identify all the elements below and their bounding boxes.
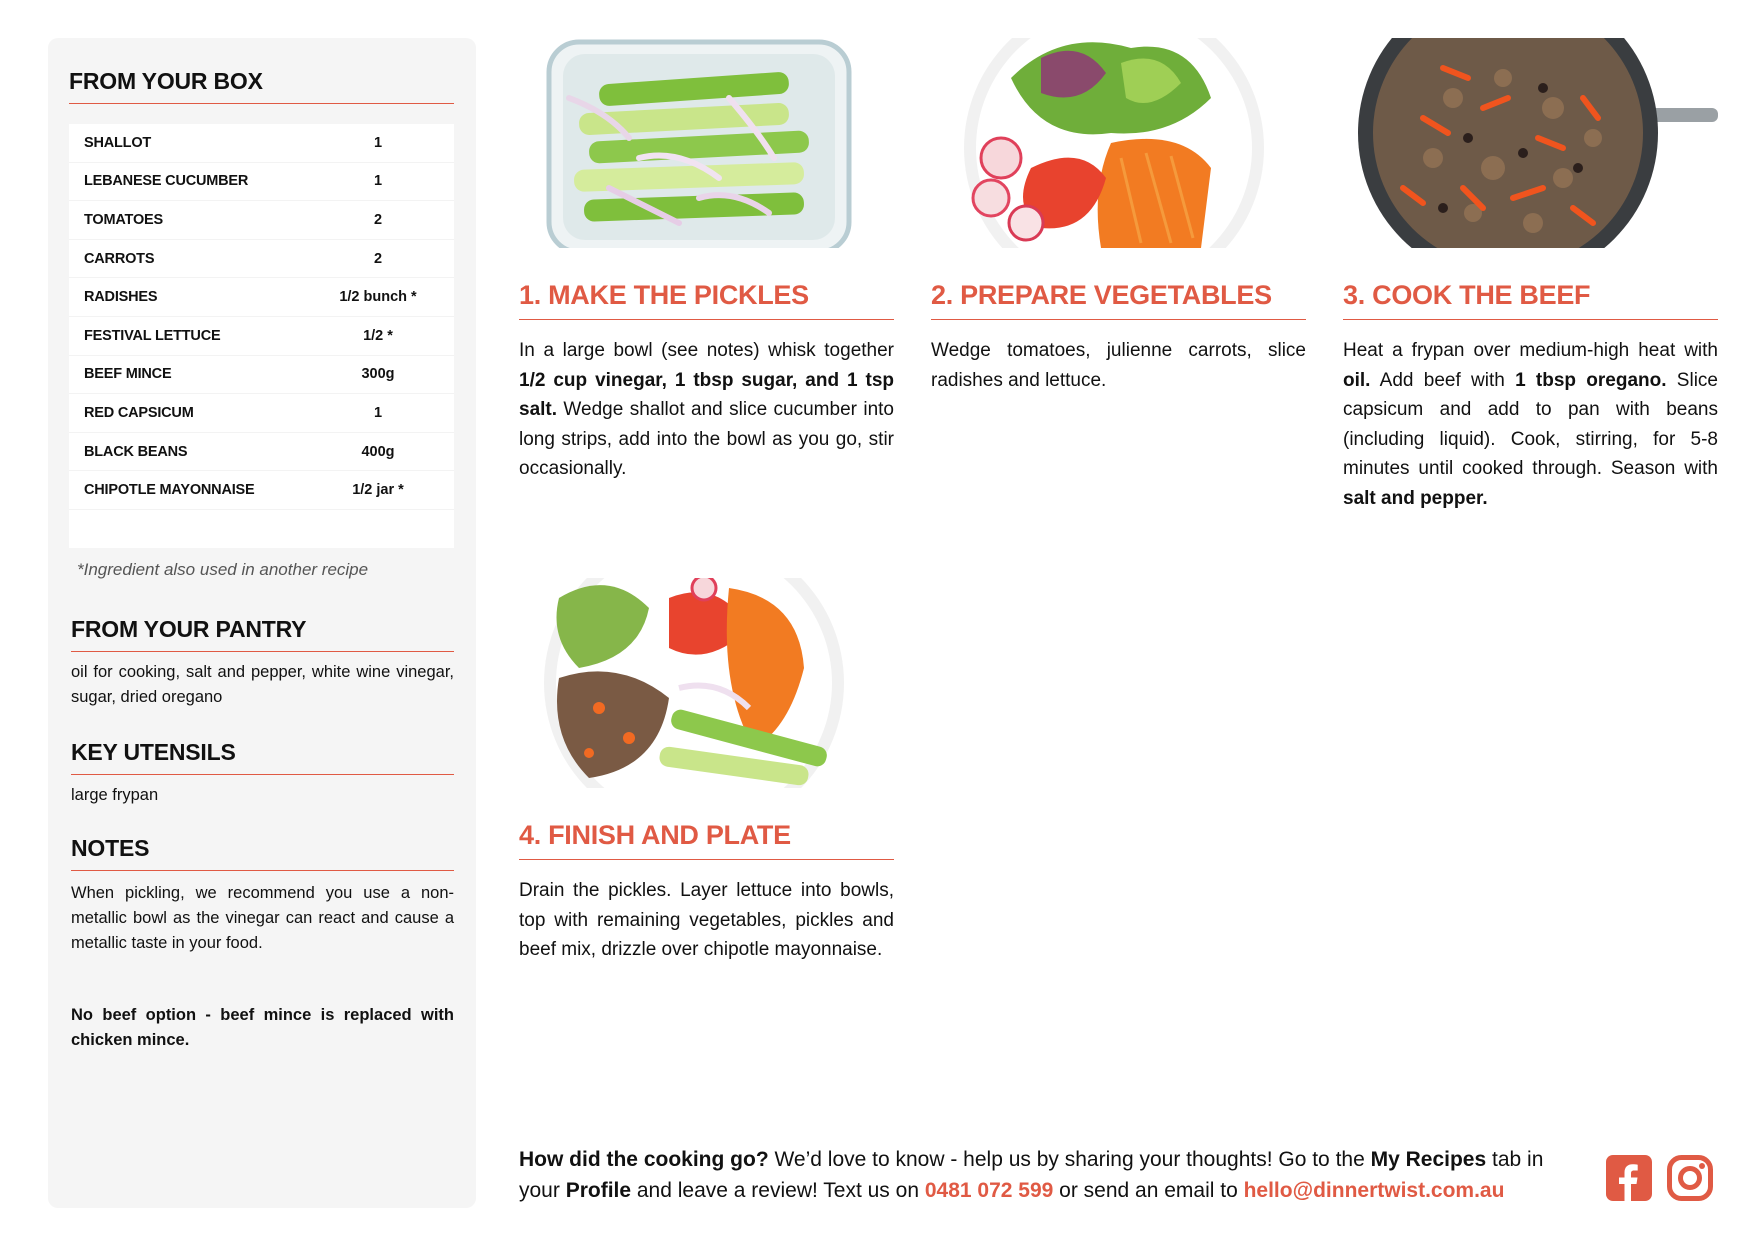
ingredient-row [69, 433, 454, 472]
ingredient-name: CHIPOTLE MAYONNAISE [84, 482, 255, 499]
ingredient-row [69, 124, 454, 163]
ingredient-name: RADISHES [84, 289, 158, 306]
ingredient-row [69, 240, 454, 279]
notes-text: When pickling, we recommend you use a non-metallic bowl as the vinegar can react and cause a metallic taste in your food. [71, 884, 454, 952]
ingredient-row [69, 394, 454, 433]
plated-bowl-photo [519, 578, 894, 788]
my-recipes-label: My Recipes [1370, 1148, 1487, 1171]
ingredient-qty: 1 [373, 173, 383, 190]
vegetables-photo [931, 38, 1306, 248]
step-1-title: 1. MAKE THE PICKLES [519, 280, 894, 320]
step-4-body: Drain the pickles. Layer lettuce into bowls, top with remaining vegetables, pickles and beef mix, drizzle over chipotle mayonnaise. [519, 880, 894, 960]
ingredient-name: FESTIVAL LETTUCE [84, 327, 221, 344]
ingredient-qty: 2 [373, 211, 383, 228]
ingredient-name: LEBANESE CUCUMBER [84, 173, 249, 190]
ingredient-row [69, 278, 454, 317]
email-link[interactable]: hello@dinnertwist.com.au [1243, 1179, 1505, 1202]
step-1-bold-a: 1/2 cup vinegar, 1 tbsp sugar, and 1 tsp salt. [519, 369, 894, 420]
feedback-question: How did the cooking go? [519, 1148, 769, 1171]
ingredients-sidebar [48, 38, 476, 1208]
feedback-text-a: We’d love to know - help us by sharing your thoughts! Go to the [768, 1148, 1371, 1171]
profile-label: Profile [565, 1179, 632, 1202]
ingredient-qty: 1 [373, 404, 383, 421]
feedback-text-b: tab in your [519, 1148, 1544, 1202]
instagram-icon[interactable] [1667, 1155, 1713, 1201]
step-3-bold-c: salt and pepper. [1343, 487, 1488, 509]
facebook-icon[interactable] [1606, 1155, 1652, 1201]
step-2-body: Wedge tomatoes, julienne carrots, slice radishes and lettuce. [931, 340, 1306, 391]
step-4-title: 4. FINISH AND PLATE [519, 820, 894, 860]
step-3-text-a: Heat a frypan over medium-high heat with [1343, 340, 1718, 361]
ingredient-row [69, 471, 454, 510]
pantry-heading: FROM YOUR PANTRY [71, 616, 454, 652]
ingredient-qty: 1 [373, 134, 383, 151]
step-1-body [519, 336, 894, 484]
phone-link[interactable]: 0481 072 599 [924, 1179, 1054, 1202]
utensils-heading: KEY UTENSILS [71, 739, 454, 775]
ingredient-qty: 1/2 jar * [352, 482, 404, 499]
step-1-text-b: Wedge shallot and slice cucumber into long strips, add into the bowl as you go, stir occasionally. [519, 399, 894, 479]
ingredient-row [69, 201, 454, 240]
ingredient-row-empty [69, 510, 454, 548]
ingredient-qty: 2 [373, 250, 383, 267]
feedback-text-d: or send an email to [1053, 1179, 1244, 1202]
ingredient-name: SHALLOT [84, 134, 152, 151]
ingredient-name: BLACK BEANS [84, 443, 188, 460]
ingredient-footnote: *Ingredient also used in another recipe [77, 560, 369, 579]
ingredient-qty: 300g [361, 366, 395, 383]
notes-bold-text: No beef option - beef mince is replaced with chicken mince. [71, 1006, 454, 1049]
utensils-text: large frypan [71, 786, 159, 804]
feedback-text-c: and leave a review! Text us on [631, 1179, 925, 1202]
step-3-title: 3. COOK THE BEEF [1343, 280, 1718, 320]
step-3-body [1343, 336, 1718, 513]
ingredient-row [69, 163, 454, 202]
ingredient-table [69, 124, 454, 548]
ingredient-qty: 400g [361, 443, 395, 460]
step-3-bold-b: 1 tbsp oregano. [1515, 369, 1667, 391]
ingredient-name: RED CAPSICUM [84, 404, 194, 421]
ingredient-name: TOMATOES [84, 211, 163, 228]
step-3-text-b: Add beef with [1370, 369, 1516, 391]
ingredient-row [69, 317, 454, 356]
ingredient-row [69, 356, 454, 395]
pickles-photo [519, 38, 894, 248]
feedback-footer [519, 1144, 1579, 1206]
step-2-title: 2. PREPARE VEGETABLES [931, 280, 1306, 320]
beef-pan-photo [1343, 38, 1718, 248]
ingredient-name: CARROTS [84, 250, 155, 267]
pantry-text: oil for cooking, salt and pepper, white wine vinegar, sugar, dried oregano [71, 663, 454, 706]
step-3-bold-a: oil. [1343, 369, 1371, 391]
ingredient-qty: 1/2 bunch * [339, 289, 417, 306]
step-3-text-c: Slice capsicum and add to pan with beans (including liquid). Cook, stirring, for 5-8 minutes until cooked through. Season with [1343, 369, 1718, 479]
ingredient-name: BEEF MINCE [84, 366, 172, 383]
ingredient-qty: 1/2 * [363, 327, 393, 344]
notes-heading: NOTES [71, 835, 454, 871]
from-your-box-heading: FROM YOUR BOX [69, 68, 454, 104]
step-1-text-a: In a large bowl (see notes) whisk together [519, 340, 894, 361]
